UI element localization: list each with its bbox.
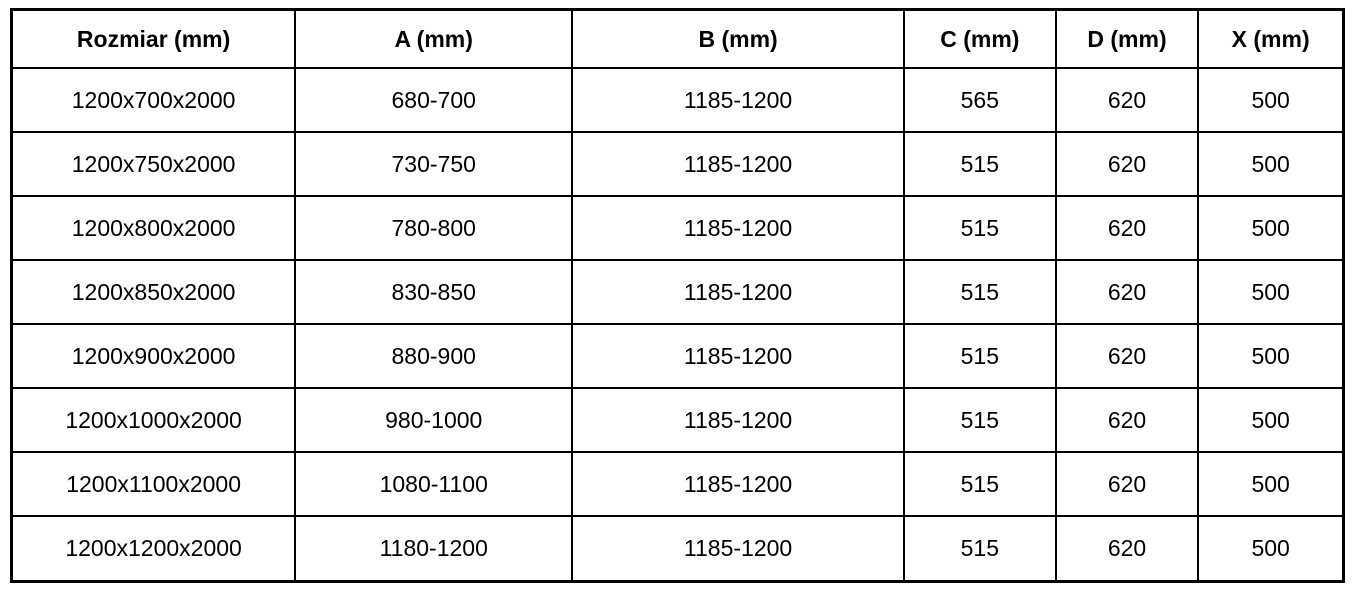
table-row: [12, 196, 1344, 260]
table-cell-c: 565: [904, 68, 1056, 132]
table-row: [12, 324, 1344, 388]
table-cell-c: 515: [904, 260, 1056, 324]
table-cell-rozmiar: 1200x800x2000: [12, 196, 296, 260]
table-cell-d: 620: [1056, 324, 1199, 388]
table-cell-a: 1180-1200: [295, 516, 572, 581]
column-header-d: D (mm): [1056, 10, 1199, 69]
column-header-c: C (mm): [904, 10, 1056, 69]
table-cell-rozmiar: 1200x900x2000: [12, 324, 296, 388]
table-cell-x: 500: [1198, 388, 1343, 452]
column-header-b: B (mm): [572, 10, 904, 69]
table-cell-c: 515: [904, 132, 1056, 196]
column-header-rozmiar: Rozmiar (mm): [12, 10, 296, 69]
table-cell-a: 730-750: [295, 132, 572, 196]
table-cell-x: 500: [1198, 68, 1343, 132]
table-cell-rozmiar: 1200x1100x2000: [12, 452, 296, 516]
table-cell-b: 1185-1200: [572, 516, 904, 581]
table-cell-a: 780-800: [295, 196, 572, 260]
table-cell-rozmiar: 1200x1000x2000: [12, 388, 296, 452]
table-cell-rozmiar: 1200x700x2000: [12, 68, 296, 132]
table-cell-d: 620: [1056, 388, 1199, 452]
table-row: [12, 452, 1344, 516]
header-row: [12, 10, 1344, 69]
table-cell-b: 1185-1200: [572, 324, 904, 388]
table-row: [12, 260, 1344, 324]
table-cell-x: 500: [1198, 324, 1343, 388]
table-cell-b: 1185-1200: [572, 132, 904, 196]
table-row: [12, 132, 1344, 196]
table-cell-b: 1185-1200: [572, 452, 904, 516]
table-cell-d: 620: [1056, 132, 1199, 196]
table-cell-c: 515: [904, 452, 1056, 516]
table-cell-b: 1185-1200: [572, 388, 904, 452]
table-cell-d: 620: [1056, 196, 1199, 260]
size-spec-table: [10, 8, 1345, 583]
table-cell-d: 620: [1056, 68, 1199, 132]
table-cell-b: 1185-1200: [572, 196, 904, 260]
table-header: [12, 10, 1344, 69]
table-cell-x: 500: [1198, 452, 1343, 516]
table-cell-rozmiar: 1200x750x2000: [12, 132, 296, 196]
table-cell-a: 830-850: [295, 260, 572, 324]
table-cell-a: 1080-1100: [295, 452, 572, 516]
table-body: [12, 68, 1344, 582]
table-cell-b: 1185-1200: [572, 260, 904, 324]
table-cell-x: 500: [1198, 132, 1343, 196]
table-cell-a: 680-700: [295, 68, 572, 132]
table-row: [12, 388, 1344, 452]
table-cell-a: 880-900: [295, 324, 572, 388]
table-cell-a: 980-1000: [295, 388, 572, 452]
table-cell-c: 515: [904, 388, 1056, 452]
table-cell-c: 515: [904, 324, 1056, 388]
table-cell-x: 500: [1198, 516, 1343, 581]
column-header-x: X (mm): [1198, 10, 1343, 69]
table-cell-b: 1185-1200: [572, 68, 904, 132]
table-cell-rozmiar: 1200x1200x2000: [12, 516, 296, 581]
table-row: [12, 68, 1344, 132]
table-cell-x: 500: [1198, 260, 1343, 324]
table-cell-rozmiar: 1200x850x2000: [12, 260, 296, 324]
table-cell-d: 620: [1056, 516, 1199, 581]
table-cell-c: 515: [904, 516, 1056, 581]
table-row: [12, 516, 1344, 581]
table-cell-d: 620: [1056, 260, 1199, 324]
column-header-a: A (mm): [295, 10, 572, 69]
table-cell-x: 500: [1198, 196, 1343, 260]
table-cell-d: 620: [1056, 452, 1199, 516]
table-cell-c: 515: [904, 196, 1056, 260]
